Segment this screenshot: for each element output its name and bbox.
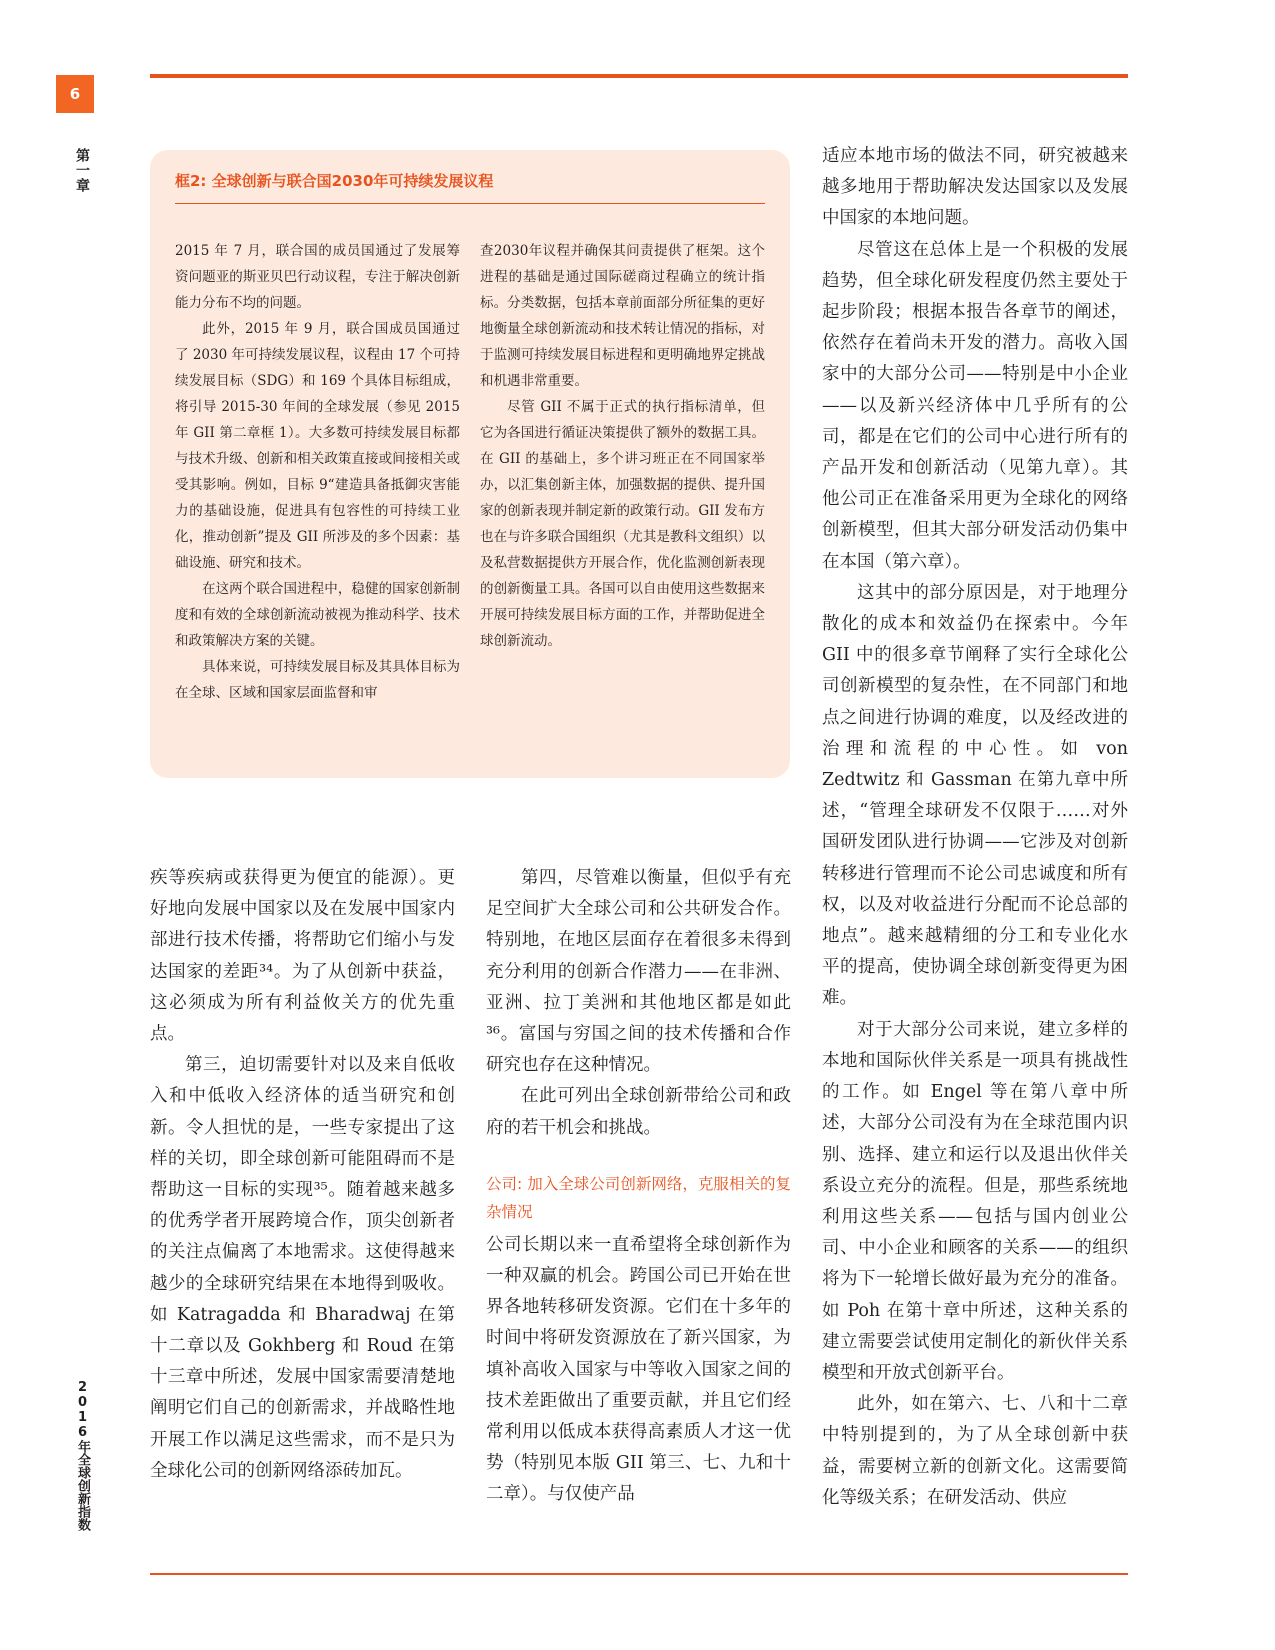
- running-title: 2016年全球创新指数: [75, 1380, 90, 1531]
- body-paragraph: 公司长期以来一直希望将全球创新作为一种双赢的机会。跨国公司已开始在世界各地转移研发资源。它们在十多年的时间中将研发资源放在了新兴国家，为填补高收入国家与中等收入国家之间的技术差距做出了重要贡献，并且它们经常利用以低成本获得高素质人才这一优势（特别见本版 GII 第三、七、九和十二章）。与仅使产品: [486, 1234, 791, 1505]
- body-paragraph: 第四，尽管难以衡量，但似乎有充足空间扩大全球公司和公共研发合作。特别地，在地区层面存在着很多未得到充分利用的创新合作潜力——在非洲、亚洲、拉丁美洲和其他地区都是如此³⁶。富国与穷国之间的技术传播和合作研究也存在这种情况。: [486, 868, 791, 1076]
- box-paragraph: 具体来说，可持续发展目标及其具体目标为在全球、区域和国家层面监督和审: [175, 659, 460, 701]
- section-subheading: 公司: 加入全球公司创新网络，克服相关的复杂情况: [486, 1174, 791, 1221]
- body-column-1: [150, 863, 455, 1487]
- chapter-label: 第一章: [74, 148, 90, 193]
- box-paragraph: 此外，2015 年 9 月，联合国成员国通过了 2030 年可持续发展议程，议程由 17 个可持续发展目标（SDG）和 169 个具体目标组成，将引导 2015-30 年间的全球发展（参见 2015 年 GII 第二章框 1）。大多数可持续发展目标都与技术升级、创新和相关政策直接或间接相关或受其影响。例如，目标 9“建造具备抵御灾害能力的基础设施，促进具有包容性的可持续工业化，推动创新”提及 GII 所涉及的多个因素：基础设施、研究和技术。: [175, 321, 460, 571]
- box-paragraph: 在这两个联合国进程中，稳健的国家创新制度和有效的全球创新流动被视为推动科学、技术和政策解决方案的关键。: [175, 581, 460, 649]
- body-paragraph: 此外，如在第六、七、八和十二章中特别提到的，为了从全球创新中获益，需要树立新的创新文化。这需要简化等级关系；在研发活动、供应: [822, 1394, 1128, 1508]
- body-paragraph: 尽管这在总体上是一个积极的发展趋势，但全球化研发程度仍然主要处于起步阶段；根据本报告各章节的阐述，依然存在着尚未开发的潜力。高收入国家中的大部分公司——特别是中小企业——以及新兴经济体中几乎所有的公司，都是在它们的公司中心进行所有的产品开发和创新活动（见第九章）。其他公司正在准备采用更为全球化的网络创新模型，但其大部分研发活动仍集中在本国（第六章）。: [822, 239, 1128, 572]
- body-column-2: [486, 863, 791, 1511]
- body-paragraph: 疾等疾病或获得更为便宜的能源）。更好地向发展中国家以及在发展中国家内部进行技术传播，将帮助它们缩小与发达国家的差距³⁴。为了从创新中获益，这必须成为所有利益攸关方的优先重点。: [150, 868, 455, 1045]
- body-paragraph: 对于大部分公司来说，建立多样的本地和国际伙伴关系是一项具有挑战性的工作。如 Engel 等在第八章中所述，大部分公司没有为在全球范围内识别、选择、建立和运行以及退出伙伴关系设立充分的流程。但是，那些系统地利用这些关系——包括与国内创业公司、中小企业和顾客的关系——的组织将为下一轮增长做好最为充分的准备。如 Poh 在第十章中所述，这种关系的建立需要尝试使用定制化的新伙伴关系模型和开放式创新平台。: [822, 1019, 1128, 1383]
- body-paragraph: 适应本地市场的做法不同，研究被越来越多地用于帮助解决发达国家以及发展中国家的本地问题。: [822, 146, 1128, 229]
- box-title: 框2: 全球创新与联合国2030年可持续发展议程: [175, 170, 765, 204]
- box-column-1: [175, 238, 460, 706]
- bottom-rule: [150, 1573, 1128, 1575]
- body-paragraph: 这其中的部分原因是，对于地理分散化的成本和效益仍在探索中。今年 GII 中的很多章节阐释了实行全球化公司创新模型的复杂性，在不同部门和地点之间进行协调的难度，以及经改进的治理和流程的中心性。如 von Zedtwitz 和 Gassman 在第九章中所述，“管理全球研发不仅限于……对外国研发团队进行协调——它涉及对创新转移进行管理而不论公司忠诚度和所有权，以及对收益进行分配而不论总部的地点”。越来越精细的分工和专业化水平的提高，使协调全球创新变得更为困难。: [822, 582, 1128, 1009]
- box-paragraph: 查2030年议程并确保其问责提供了框架。这个进程的基础是通过国际磋商过程确立的统计指标。分类数据，包括本章前面部分所征集的更好地衡量全球创新流动和技术转让情况的指标，对于监测可持续发展目标进程和更明确地界定挑战和机遇非常重要。: [480, 243, 765, 389]
- page-number: 6: [56, 75, 94, 113]
- box-paragraph: 2015 年 7 月，联合国的成员国通过了发展筹资问题亚的斯亚贝巴行动议程，专注于解决创新能力分布不均的问题。: [175, 243, 460, 311]
- top-rule: [150, 74, 1128, 78]
- body-paragraph: 第三，迫切需要针对以及来自低收入和中低收入经济体的适当研究和创新。令人担忧的是，一些专家提出了这样的关切，即全球创新可能阻碍而不是帮助这一目标的实现³⁵。随着越来越多的优秀学者开展跨境合作，顶尖创新者的关注点偏离了本地需求。这使得越来越少的全球研究结果在本地得到吸收。如 Katragadda 和 Bharadwaj 在第十二章以及 Gokhberg 和 Roud 在第十三章中所述，发展中国家需要清楚地阐明它们自己的创新需求，并战略性地开展工作以满足这些需求，而不是只为全球化公司的创新网络添砖加瓦。: [150, 1055, 455, 1481]
- sidebar-box-2: [150, 150, 790, 778]
- box-paragraph: 尽管 GII 不属于正式的执行指标清单，但它为各国进行循证决策提供了额外的数据工具。在 GII 的基础上，多个讲习班正在不同国家举办，以汇集创新主体，加强数据的提供、提升国家的创新表现并制定新的政策行动。GII 发布方也在与许多联合国组织（尤其是教科文组织）以及私营数据提供方开展合作，优化监测创新表现的创新衡量工具。各国可以自由使用这些数据来开展可持续发展目标方面的工作，并帮助促进全球创新流动。: [480, 399, 765, 649]
- box-column-2: [480, 238, 765, 654]
- body-column-3: [822, 141, 1128, 1514]
- body-paragraph: 在此可列出全球创新带给公司和政府的若干机会和挑战。: [486, 1086, 791, 1138]
